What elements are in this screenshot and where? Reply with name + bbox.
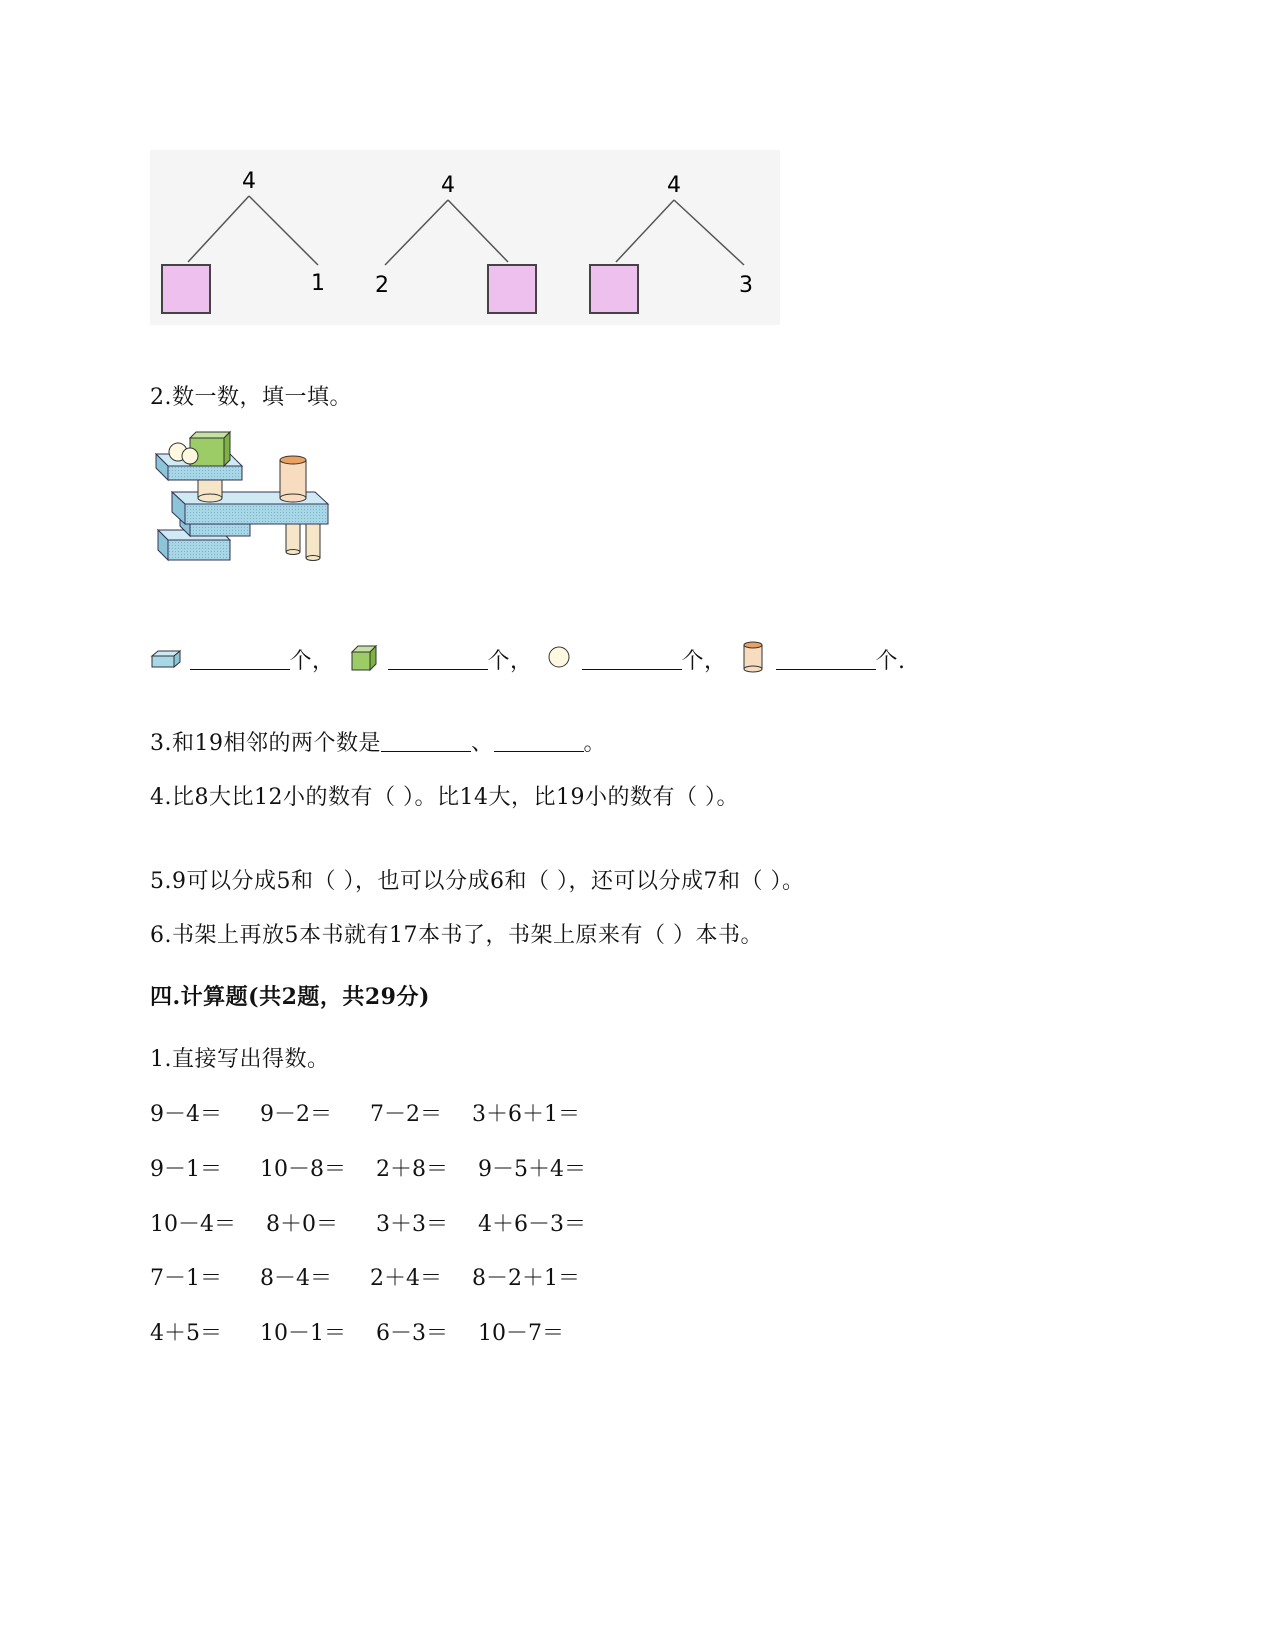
cube-icon [350, 644, 380, 672]
question-5: 5.9可以分成5和（ ），也可以分成6和（ ），还可以分成7和（ ）。 [150, 869, 805, 894]
calc-item: 10－4＝ [150, 1212, 236, 1237]
tree-right-number: 1 [311, 271, 325, 296]
tree-top-number: 4 [242, 169, 256, 194]
answer-blank-2[interactable] [494, 731, 584, 752]
section-4-heading: 四.计算题(共2题，共29分) [150, 984, 430, 1010]
cylinder-count-blank[interactable] [776, 649, 876, 670]
question-4: 4.比8大比12小的数有（ ）。比14大，比19小的数有（ ）。 [150, 785, 739, 810]
number-bond-tree-1 [162, 169, 325, 313]
number-bond-figure [150, 150, 780, 325]
answer-blank-1[interactable] [381, 731, 471, 752]
calc-item: 9－4＝ [150, 1102, 222, 1127]
answer-box[interactable] [162, 265, 210, 313]
tree-right-number: 3 [739, 273, 753, 298]
question-3-text: 3.和19相邻的两个数是 [150, 731, 381, 756]
calc-item: 10－1＝ [260, 1321, 346, 1346]
calc-title: 1.直接写出得数。 [150, 1047, 330, 1072]
tree-top-number: 4 [667, 173, 681, 198]
calc-item: 9－1＝ [150, 1157, 222, 1182]
sphere-block [182, 448, 198, 464]
tree-left-number: 2 [375, 273, 389, 298]
calc-item: 2＋4＝ [370, 1266, 442, 1291]
calc-item: 8－2＋1＝ [472, 1266, 580, 1291]
period: 。 [583, 731, 607, 756]
sphere-icon [546, 644, 574, 670]
counting-row [150, 640, 906, 675]
cylinder-block [280, 456, 306, 502]
calc-item: 9－2＝ [260, 1102, 332, 1127]
calc-item: 4＋6－3＝ [478, 1212, 586, 1237]
calc-item: 6－3＝ [376, 1321, 448, 1346]
cuboid-icon [150, 648, 182, 670]
cylinder-icon [740, 640, 768, 674]
unit-label: 个， [289, 649, 335, 674]
question-3 [150, 726, 606, 757]
calc-item: 7－1＝ [150, 1266, 222, 1291]
unit-label: 个， [681, 649, 727, 674]
cuboid-count-blank[interactable] [190, 649, 290, 670]
answer-box[interactable] [488, 265, 536, 313]
unit-label: 个， [487, 649, 533, 674]
number-bond-trees [150, 150, 780, 325]
cube-count-blank[interactable] [388, 649, 488, 670]
tree-top-number: 4 [441, 173, 455, 198]
calc-item: 2＋8＝ [376, 1157, 448, 1182]
calc-item: 3＋3＝ [376, 1212, 448, 1237]
question-2-title: 2.数一数，填一填。 [150, 385, 352, 410]
calc-item: 4＋5＝ [150, 1321, 222, 1346]
block-structure-illustration [150, 430, 350, 590]
unit-label: 个. [875, 649, 906, 674]
calc-item: 3＋6＋1＝ [472, 1102, 580, 1127]
sphere-count-blank[interactable] [582, 649, 682, 670]
number-bond-tree-2 [375, 173, 536, 313]
calc-item: 8＋0＝ [266, 1212, 338, 1237]
calc-item: 10－8＝ [260, 1157, 346, 1182]
calc-item: 8－4＝ [260, 1266, 332, 1291]
number-bond-tree-3 [590, 173, 753, 313]
calc-item: 9－5＋4＝ [478, 1157, 586, 1182]
answer-box[interactable] [590, 265, 638, 313]
calc-item: 10－7＝ [478, 1321, 564, 1346]
calc-item: 7－2＝ [370, 1102, 442, 1127]
separator: 、 [471, 731, 494, 756]
question-6: 6.书架上再放5本书就有17本书了，书架上原来有（ ）本书。 [150, 923, 763, 948]
cylinder-block [286, 522, 320, 561]
